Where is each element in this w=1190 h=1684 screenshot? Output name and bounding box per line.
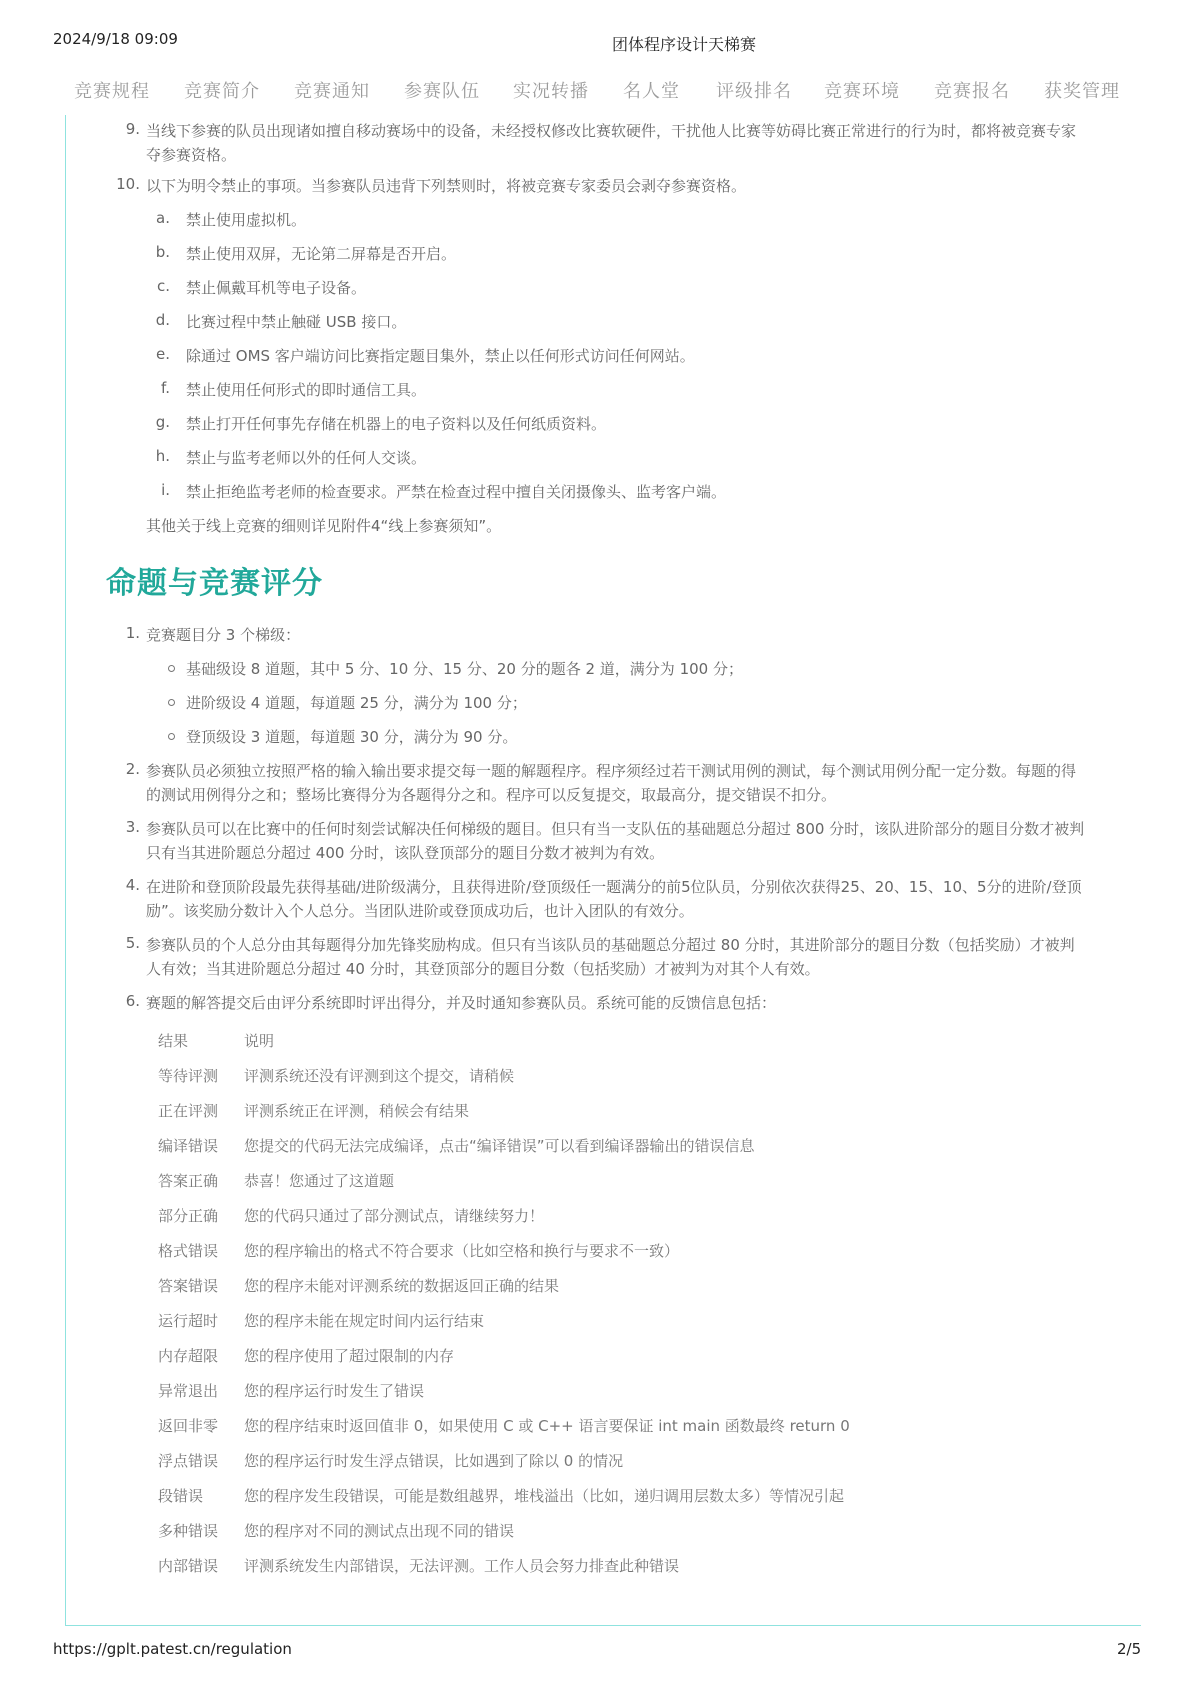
regulation-content bbox=[65, 115, 1141, 1626]
rule-item-10: 以下为明令禁止的事项。当参赛队员违背下列禁则时，将被竞赛专家委员会剥夺参赛资格。 bbox=[146, 177, 747, 195]
table-row-desc: 评测系统发生内部错误，无法评测。工作人员会努力排查此种错误 bbox=[244, 1557, 680, 1575]
scoring-item-6: 赛题的解答提交后由评分系统即时评出得分，并及时通知参赛队员。系统可能的反馈信息包括： bbox=[146, 994, 777, 1012]
prohibition-item: 禁止使用虚拟机。 bbox=[186, 211, 307, 229]
table-row-desc: 恭喜！您通过了这道题 bbox=[244, 1172, 395, 1190]
list-number: 1. bbox=[125, 624, 140, 642]
page-number: 2/5 bbox=[1117, 1640, 1142, 1658]
nav-item-notices[interactable]: 竞赛通知 bbox=[294, 81, 370, 102]
table-row-desc: 您的程序运行时发生浮点错误，比如遇到了除以 0 的情况 bbox=[244, 1452, 624, 1470]
nav-item-intro[interactable]: 竞赛简介 bbox=[184, 81, 260, 102]
prohibition-item: 禁止打开任何事先存储在机器上的电子资料以及任何纸质资料。 bbox=[186, 415, 607, 433]
table-row-status: 异常退出 bbox=[158, 1382, 219, 1400]
nav-item-hall-of-fame[interactable]: 名人堂 bbox=[623, 81, 680, 102]
table-row-desc: 您的程序未能对评测系统的数据返回正确的结果 bbox=[244, 1277, 560, 1295]
page-url: https://gplt.patest.cn/regulation bbox=[53, 1640, 292, 1658]
nav-item-teams[interactable]: 参赛队伍 bbox=[404, 81, 480, 102]
list-number: 6. bbox=[125, 992, 140, 1010]
list-number: 4. bbox=[125, 876, 140, 894]
table-row-status: 内部错误 bbox=[158, 1557, 219, 1575]
prohibition-item: 禁止使用双屏，无论第二屏幕是否开启。 bbox=[186, 245, 457, 263]
table-row-status: 浮点错误 bbox=[158, 1452, 219, 1470]
print-date: 2024/9/18 09:09 bbox=[53, 30, 178, 48]
table-header-result: 结果 bbox=[158, 1032, 189, 1050]
table-row-status: 编译错误 bbox=[158, 1137, 219, 1155]
table-row-desc: 评测系统正在评测，稍候会有结果 bbox=[244, 1102, 470, 1120]
nav-item-rules[interactable]: 竞赛规程 bbox=[74, 81, 150, 102]
table-row-status: 返回非零 bbox=[158, 1417, 219, 1435]
list-letter: g. bbox=[155, 413, 170, 431]
nav-item-environment[interactable]: 竞赛环境 bbox=[824, 81, 900, 102]
table-row-status: 部分正确 bbox=[158, 1207, 219, 1225]
scoring-item-4-line-1: 在进阶和登顶阶段最先获得基础/进阶级满分，且获得进阶/登顶级任一题满分的前5位队员，分别依次获得25、20、15、10、5分的进阶/登顶 bbox=[146, 878, 1082, 896]
list-letter: i. bbox=[161, 481, 170, 499]
table-row-desc: 您的程序结束时返回值非 0，如果使用 C 或 C++ 语言要保证 int main 函数最终 return 0 bbox=[244, 1417, 850, 1435]
scoring-item-2-line-1: 参赛队员必须独立按照严格的输入输出要求提交每一题的解题程序。程序须经过若干测试用例的测试，每个测试用例分配一定分数。每题的得 bbox=[146, 762, 1077, 780]
nav-item-ranking[interactable]: 评级排名 bbox=[716, 81, 792, 102]
table-row-status: 格式错误 bbox=[158, 1242, 219, 1260]
prohibition-item: 禁止使用任何形式的即时通信工具。 bbox=[186, 381, 427, 399]
table-row-desc: 您的程序输出的格式不符合要求（比如空格和换行与要求不一致） bbox=[244, 1242, 680, 1260]
scoring-item-3-line-2: 只有当其进阶题总分超过 400 分时，该队登顶部分的题目分数才被判为有效。 bbox=[146, 844, 665, 862]
table-row-desc: 您的代码只通过了部分测试点，请继续努力！ bbox=[244, 1207, 545, 1225]
table-row-status: 内存超限 bbox=[158, 1347, 219, 1365]
prohibition-item: 禁止佩戴耳机等电子设备。 bbox=[186, 279, 367, 297]
list-number: 5. bbox=[125, 934, 140, 952]
nav-item-live[interactable]: 实况转播 bbox=[513, 81, 589, 102]
table-header-desc: 说明 bbox=[244, 1032, 275, 1050]
list-letter: a. bbox=[156, 209, 170, 227]
list-letter: b. bbox=[155, 243, 170, 261]
table-row-status: 正在评测 bbox=[158, 1102, 219, 1120]
prohibition-item: 比赛过程中禁止触碰 USB 接口。 bbox=[186, 313, 407, 331]
table-row-status: 段错误 bbox=[158, 1487, 204, 1505]
prohibition-item: 禁止与监考老师以外的任何人交谈。 bbox=[186, 449, 427, 467]
table-row-desc: 评测系统还没有评测到这个提交，请稍候 bbox=[244, 1067, 515, 1085]
list-number: 3. bbox=[125, 818, 140, 836]
list-letter: c. bbox=[156, 277, 170, 295]
table-row-desc: 您提交的代码无法完成编译，点击“编译错误”可以看到编译器输出的错误信息 bbox=[244, 1137, 755, 1155]
table-row-desc: 您的程序发生段错误，可能是数组越界，堆栈溢出（比如，递归调用层数太多）等情况引起 bbox=[244, 1487, 845, 1505]
level-item: 登顶级设 3 道题，每道题 30 分，满分为 90 分。 bbox=[186, 728, 518, 746]
list-letter: e. bbox=[156, 345, 170, 363]
table-row-status: 运行超时 bbox=[158, 1312, 219, 1330]
print-title: 团体程序设计天梯赛 bbox=[612, 35, 757, 54]
prohibition-item: 禁止拒绝监考老师的检查要求。严禁在检查过程中擅自关闭摄像头、监考客户端。 bbox=[186, 483, 727, 501]
online-rules-note: 其他关于线上竞赛的细则详见附件4“线上参赛须知”。 bbox=[146, 517, 502, 535]
rule-item-9-line-2: 夺参赛资格。 bbox=[146, 146, 237, 164]
list-letter: f. bbox=[161, 379, 170, 397]
table-row-status: 多种错误 bbox=[158, 1522, 219, 1540]
level-item: 基础级设 8 道题，其中 5 分、10 分、15 分、20 分的题各 2 道，满分为 100 分； bbox=[186, 660, 743, 678]
table-row-desc: 您的程序对不同的测试点出现不同的错误 bbox=[244, 1522, 515, 1540]
main-nav bbox=[0, 77, 1190, 111]
list-letter: h. bbox=[155, 447, 170, 465]
print-footer bbox=[0, 1640, 1190, 1664]
list-number: 10. bbox=[116, 175, 140, 193]
level-item: 进阶级设 4 道题，每道题 25 分，满分为 100 分； bbox=[186, 694, 527, 712]
scoring-item-1: 竞赛题目分 3 个梯级： bbox=[146, 626, 301, 644]
section-heading: 命题与竞赛评分 bbox=[106, 566, 323, 601]
nav-item-registration[interactable]: 竞赛报名 bbox=[934, 81, 1010, 102]
table-row-desc: 您的程序使用了超过限制的内存 bbox=[244, 1347, 455, 1365]
prohibition-item: 除通过 OMS 客户端访问比赛指定题目集外，禁止以任何形式访问任何网站。 bbox=[186, 347, 695, 365]
rule-item-9-line-1: 当线下参赛的队员出现诸如擅自移动赛场中的设备，未经授权修改比赛软硬件，干扰他人比赛等妨碍比赛正常进行的行为时，都将被竞赛专家 bbox=[146, 122, 1077, 140]
bullet-icon bbox=[168, 733, 175, 740]
list-number: 9. bbox=[125, 120, 140, 138]
table-row-status: 答案错误 bbox=[158, 1277, 219, 1295]
table-row-status: 等待评测 bbox=[158, 1067, 219, 1085]
scoring-item-3-line-1: 参赛队员可以在比赛中的任何时刻尝试解决任何梯级的题目。但只有当一支队伍的基础题总分超过 800 分时，该队进阶部分的题目分数才被判 bbox=[146, 820, 1085, 838]
scoring-item-4-line-2: 励”。该奖励分数计入个人总分。当团队进阶或登顶成功后，也计入团队的有效分。 bbox=[146, 902, 694, 920]
table-row-status: 答案正确 bbox=[158, 1172, 219, 1190]
scoring-item-5-line-2: 人有效；当其进阶题总分超过 40 分时，其登顶部分的题目分数（包括奖励）才被判为对其个人有效。 bbox=[146, 960, 820, 978]
print-header bbox=[0, 28, 1190, 52]
scoring-item-5-line-1: 参赛队员的个人总分由其每题得分加先锋奖励构成。但只有当该队员的基础题总分超过 80 分时，其进阶部分的题目分数（包括奖励）才被判 bbox=[146, 936, 1075, 954]
list-number: 2. bbox=[125, 760, 140, 778]
table-row-desc: 您的程序运行时发生了错误 bbox=[244, 1382, 425, 1400]
bullet-icon bbox=[168, 665, 175, 672]
scoring-item-2-line-2: 的测试用例得分之和；整场比赛得分为各题得分之和。程序可以反复提交，取最高分，提交错误不扣分。 bbox=[146, 786, 837, 804]
bullet-icon bbox=[168, 699, 175, 706]
table-row-desc: 您的程序未能在规定时间内运行结束 bbox=[244, 1312, 485, 1330]
nav-item-awards[interactable]: 获奖管理 bbox=[1044, 81, 1120, 102]
list-letter: d. bbox=[155, 311, 170, 329]
